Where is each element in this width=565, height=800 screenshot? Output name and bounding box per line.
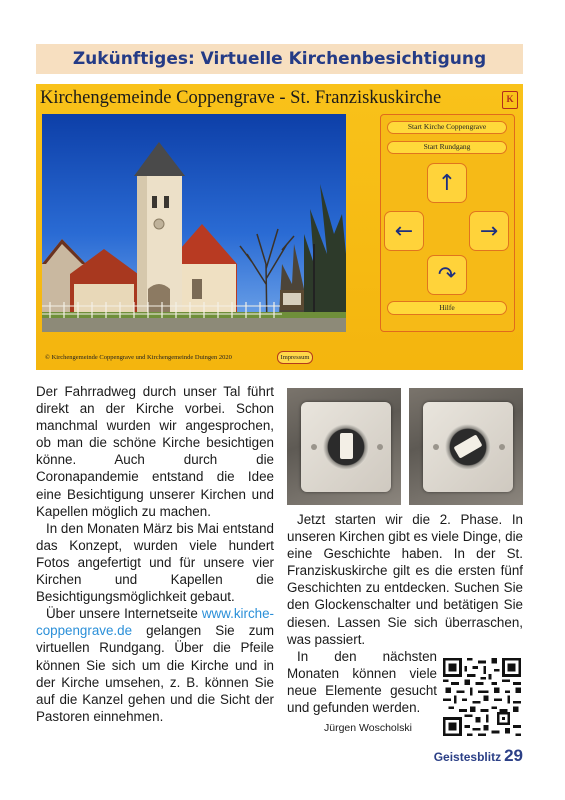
paragraph-2: In den Monaten März bis Mai entstand das Konzept, wurden viele hundert Fotos angefertigt und für unsere vier Kirchen und Kapellen die Besichtigungsmöglichkeit gebaut. (36, 520, 274, 605)
article-title: Zukünftiges: Virtuelle Kirchenbesichtigung (72, 49, 487, 69)
website-link[interactable]: www.kirche-coppengrave.de (36, 606, 274, 639)
site-title: Kirchengemeinde Coppengrave - St. Franziskuskirche (40, 88, 442, 108)
switch-photo-on (409, 388, 523, 505)
left-column (36, 383, 274, 725)
arrow-right-icon[interactable]: → (469, 211, 509, 251)
impressum-button[interactable]: Impressum (277, 351, 313, 364)
help-button[interactable]: Hilfe (387, 301, 507, 315)
paragraph-1: Der Fahrradweg durch unser Tal führt direkt an der Kirche vorbei. Schon manchmal wurden wir angesprochen, ob man die schöne Kirche besichtigen könne. Auch durch die Coronapandemie entstand die Idee eine Besichtigung unserer Kirchen und Kapellen möglich zu machen. (36, 384, 274, 519)
arrow-left-icon[interactable]: ← (384, 211, 424, 251)
paragraph-5: In den nächsten Monaten können viele neue Elemente gesucht und gefunden werden. (287, 648, 437, 716)
page-number: 29 (504, 746, 523, 765)
start-church-button[interactable]: Start Kirche Coppengrave (387, 121, 507, 134)
article-title-bar (36, 44, 523, 74)
church-logo-icon: K (502, 91, 518, 109)
church-photo (42, 114, 346, 332)
start-tour-button[interactable]: Start Rundgang (387, 141, 507, 154)
author-name: Jürgen Woscholski (324, 722, 412, 734)
arrow-up-icon[interactable]: ↑ (427, 163, 467, 203)
magazine-name: Geistesblitz (433, 750, 502, 764)
site-copyright: © Kirchengemeinde Coppengrave und Kirchengemeinde Duingen 2020 (45, 354, 232, 361)
paragraph-4: Jetzt starten wir die 2. Phase. In unseren Kirchen gibt es viele Dinge, die eine Geschichte haben. In der St. Franziskuskirche gilt es die ersten fünf Geschichten zu entdecken. Suchen Sie den Glockenschalter und betätigen Sie diesen. Lassen Sie sich überraschen, was passiert. (287, 512, 523, 647)
website-screenshot (36, 84, 523, 370)
page-footer (434, 746, 523, 766)
paragraph-3-end: gelangen Sie zum virtuellen Rundgang. Über die Pfeile können Sie sich um die Kirche und in der Kirche umsehen, z. B. können Sie auf die Kanzel gehen und die Sicht der Pastoren einnehmen. (36, 623, 274, 724)
navigation-panel (380, 114, 515, 332)
paragraph-3 (36, 605, 274, 725)
turn-arrow-icon[interactable]: ↷ (427, 255, 467, 295)
switch-photo-off (287, 388, 401, 505)
paragraph-3-start: Über unsere Internetseite (46, 606, 202, 622)
qr-code[interactable] (443, 658, 521, 736)
